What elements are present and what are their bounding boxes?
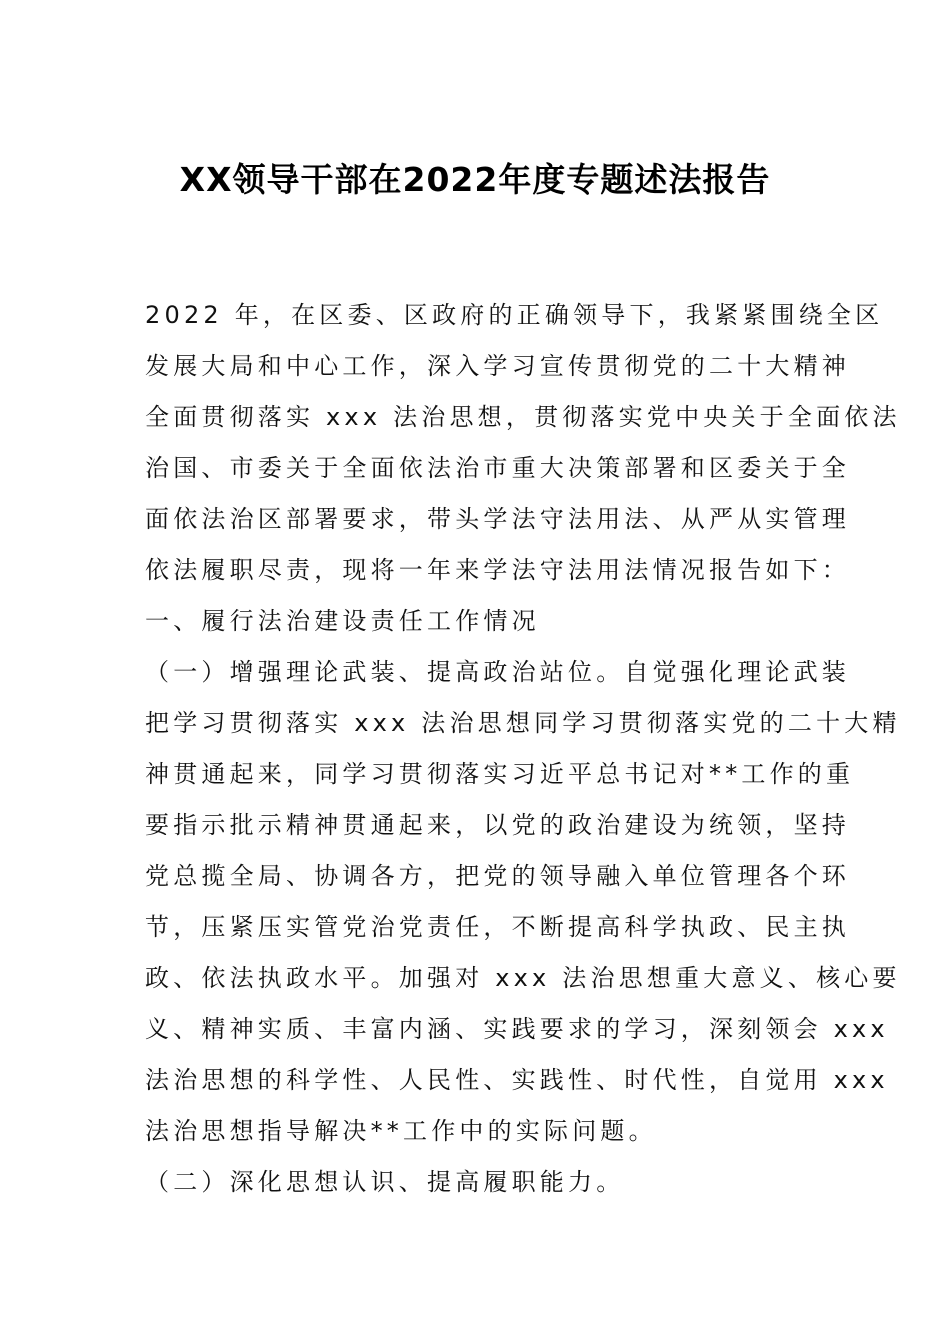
paragraph-line: 发展大局和中心工作，深入学习宣传贯彻党的二十大精神 [145, 352, 850, 380]
subsection-heading-line: （一）增强理论武装、提高政治站位。自觉强化理论武装 [145, 658, 850, 686]
paragraph-line: 神贯通起来，同学习贯彻落实习近平总书记对**工作的重 [145, 760, 855, 788]
section-heading: 一、履行法治建设责任工作情况 [145, 607, 540, 635]
paragraph-line: 2022 年，在区委、区政府的正确领导下，我紧紧围绕全区 [145, 301, 884, 329]
paragraph-line: 全面贯彻落实 xxx 法治思想，贯彻落实党中央关于全面依法 [145, 403, 901, 431]
paragraph-line: 治国、市委关于全面依法治市重大决策部署和区委关于全 [145, 454, 850, 482]
paragraph-line: 法治思想的科学性、人民性、实践性、时代性，自觉用 xxx [145, 1066, 889, 1094]
paragraph-line: 党总揽全局、协调各方，把党的领导融入单位管理各个环 [145, 862, 850, 890]
document-body [145, 290, 901, 1208]
paragraph-line: 节，压紧压实管党治党责任，不断提高科学执政、民主执 [145, 913, 850, 941]
paragraph-line: 法治思想指导解决**工作中的实际问题。 [145, 1117, 657, 1145]
paragraph-line: 依法履职尽责，现将一年来学法守法用法情况报告如下： [145, 556, 850, 584]
paragraph-line: 把学习贯彻落实 xxx 法治思想同学习贯彻落实党的二十大精 [145, 709, 901, 737]
document-title: XX领导干部在2022年度专题述法报告 [179, 160, 771, 199]
paragraph-line: 义、精神实质、丰富内涵、实践要求的学习，深刻领会 xxx [145, 1015, 889, 1043]
paragraph-line: 政、依法执政水平。加强对 xxx 法治思想重大意义、核心要 [145, 964, 901, 992]
paragraph-line: 面依法治区部署要求，带头学法守法用法、从严从实管理 [145, 505, 850, 533]
paragraph-line: 要指示批示精神贯通起来，以党的政治建设为统领，坚持 [145, 811, 850, 839]
subsection-heading: （二）深化思想认识、提高履职能力。 [145, 1168, 625, 1196]
